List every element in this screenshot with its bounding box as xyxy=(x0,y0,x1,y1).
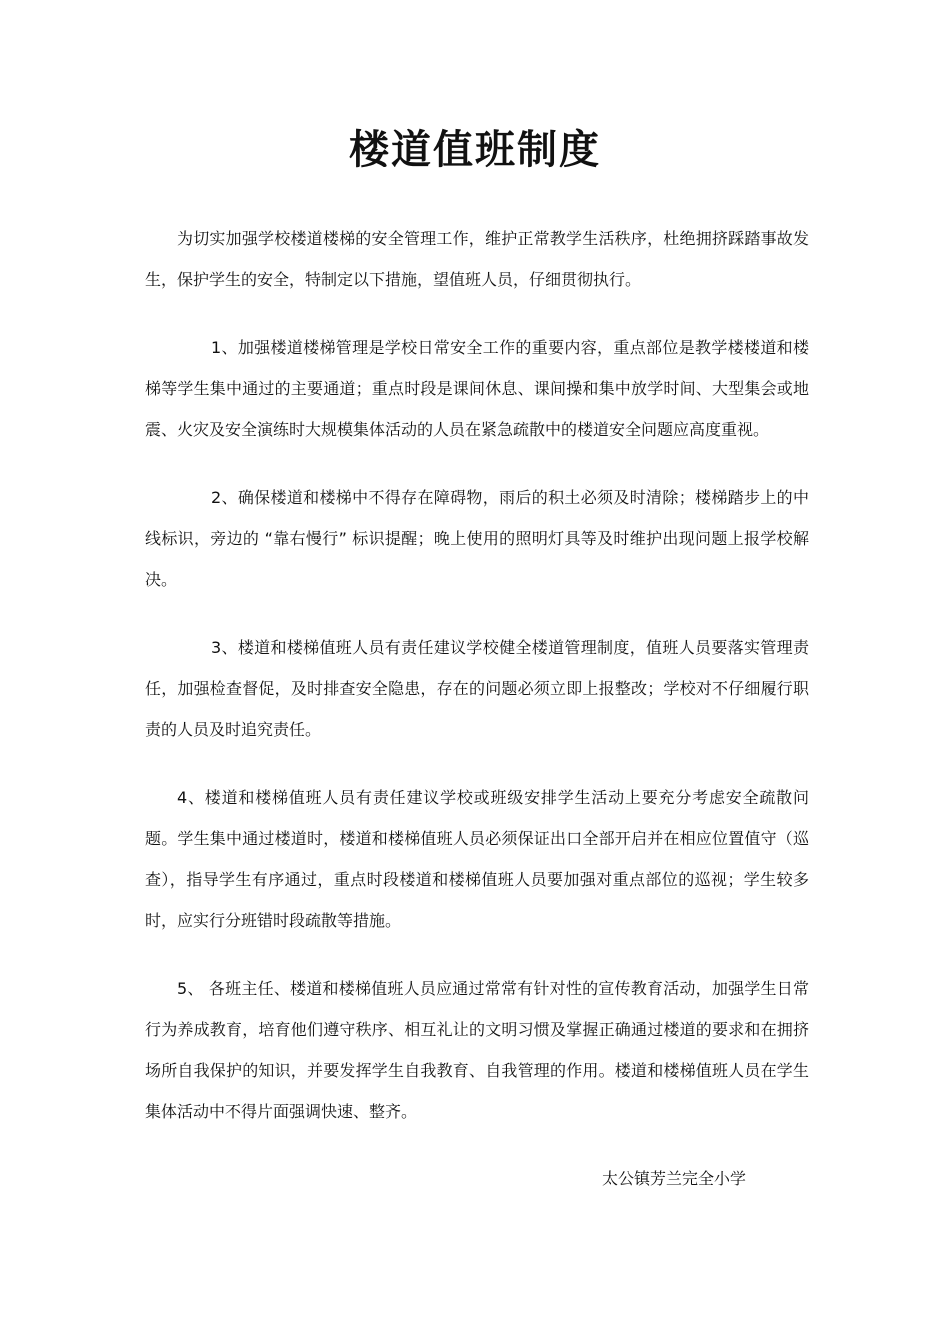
signature: 太公镇芳兰完全小学 xyxy=(602,1169,747,1188)
document-body xyxy=(145,218,809,1159)
item-paragraph-5: 5、 各班主任、楼道和楼梯值班人员应通过常常有针对性的宣传教育活动，加强学生日常行为养成教育，培育他们遵守秩序、相互礼让的文明习惯及掌握正确通过楼道的要求和在拥挤场所自我保护的知识，并要发挥学生自我教育、自我管理的作用。楼道和楼梯值班人员在学生集体活动中不得片面强调快速、整齐。 xyxy=(145,979,809,1121)
item-paragraph-1: 1、加强楼道楼梯管理是学校日常安全工作的重要内容，重点部位是教学楼楼道和楼梯等学生集中通过的主要通道；重点时段是课间休息、课间操和集中放学时间、大型集会或地震、火灾及安全演练时大规模集体活动的人员在紧急疏散中的楼道安全问题应高度重视。 xyxy=(145,338,809,439)
item-paragraph-4: 4、楼道和楼梯值班人员有责任建议学校或班级安排学生活动上要充分考虑安全疏散问题。学生集中通过楼道时，楼道和楼梯值班人员必须保证出口全部开启并在相应位置值守（巡查），指导学生有序通过，重点时段楼道和楼梯值班人员要加强对重点部位的巡视；学生较多时，应实行分班错时段疏散等措施。 xyxy=(145,788,809,930)
item-paragraph-2: 2、确保楼道和楼梯中不得存在障碍物，雨后的积土必须及时清除；楼梯踏步上的中线标识，旁边的 “靠右慢行” 标识提醒；晚上使用的照明灯具等及时维护出现问题上报学校解决。 xyxy=(145,488,809,589)
intro-paragraph: 为切实加强学校楼道楼梯的安全管理工作，维护正常教学生活秩序，杜绝拥挤踩踏事故发生，保护学生的安全，特制定以下措施，望值班人员，仔细贯彻执行。 xyxy=(145,229,809,289)
document-title: 楼道值班制度 xyxy=(349,126,601,173)
item-paragraph-3: 3、楼道和楼梯值班人员有责任建议学校健全楼道管理制度，值班人员要落实管理责任，加强检查督促，及时排查安全隐患，存在的问题必须立即上报整改；学校对不仔细履行职责的人员及时追究责任。 xyxy=(145,638,809,739)
